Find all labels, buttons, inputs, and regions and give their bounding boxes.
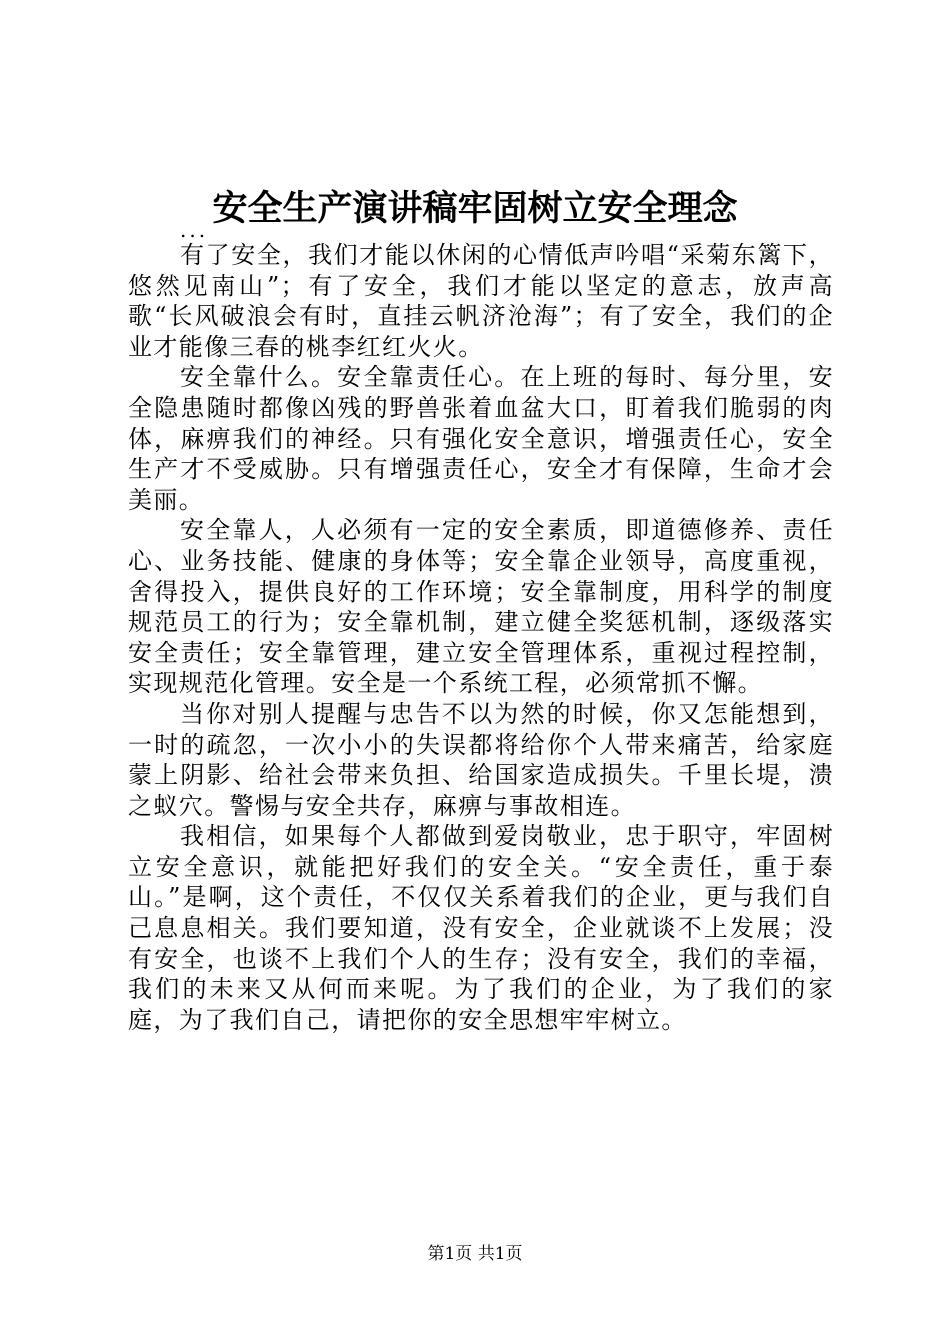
paragraph-1: 有了安全，我们才能以休闲的心情低声吟唱“采菊东篱下，悠然见南山”；有了安全，我们才能以坚定的意志，放声高歌“长风破浪会有时，直挂云帆济沧海”；有了安全，我们的企业才能像三春的桃李红红火火。 xyxy=(128,241,834,361)
paragraph-4: 当你对别人提醒与忠告不以为然的时候，你又怎能想到，一时的疏忽，一次小小的失误都将给你个人带来痛苦，给家庭蒙上阴影、给社会带来负担、给国家造成损失。千里长堤，溃之蚁穴。警惕与安全共存，麻痹与事故相连。 xyxy=(128,699,834,820)
document-title: 安全生产演讲稿牢固树立安全理念 xyxy=(212,188,738,229)
document-body xyxy=(128,240,834,1035)
ellipsis-marker: ... xyxy=(180,218,209,242)
paragraph-2: 安全靠什么。安全靠责任心。在上班的每时、每分里，安全隐患随时都像凶残的野兽张着血盆大口，盯着我们脆弱的肉体，麻痹我们的神经。只有强化安全意识，增强责任心，安全生产才不受威胁。只有增强责任心，安全才有保障，生命才会美丽。 xyxy=(128,363,834,514)
paragraph-5: 我相信，如果每个人都做到爱岗敬业，忠于职守，牢固树立安全意识，就能把好我们的安全关。“安全责任，重于泰山。”是啊，这个责任，不仅仅关系着我们的企业，更与我们自己息息相关。我们要知道，没有安全，企业就谈不上发展；没有安全，也谈不上我们个人的生存；没有安全，我们的幸福，我们的未来又从何而来呢。为了我们的企业，为了我们的家庭，为了我们自己，请把你的安全思想牢牢树立。 xyxy=(128,822,834,1034)
paragraph-3: 安全靠人，人必须有一定的安全素质，即道德修养、责任心、业务技能、健康的身体等；安全靠企业领导，高度重视，舍得投入，提供良好的工作环境；安全靠制度，用科学的制度规范员工的行为；安全靠机制，建立健全奖惩机制，逐级落实安全责任；安全靠管理，建立安全管理体系，重视过程控制，实现规范化管理。安全是一个系统工程，必须常抓不懈。 xyxy=(128,516,834,698)
page-number-footer: 第1页 共1页 xyxy=(427,1244,523,1264)
